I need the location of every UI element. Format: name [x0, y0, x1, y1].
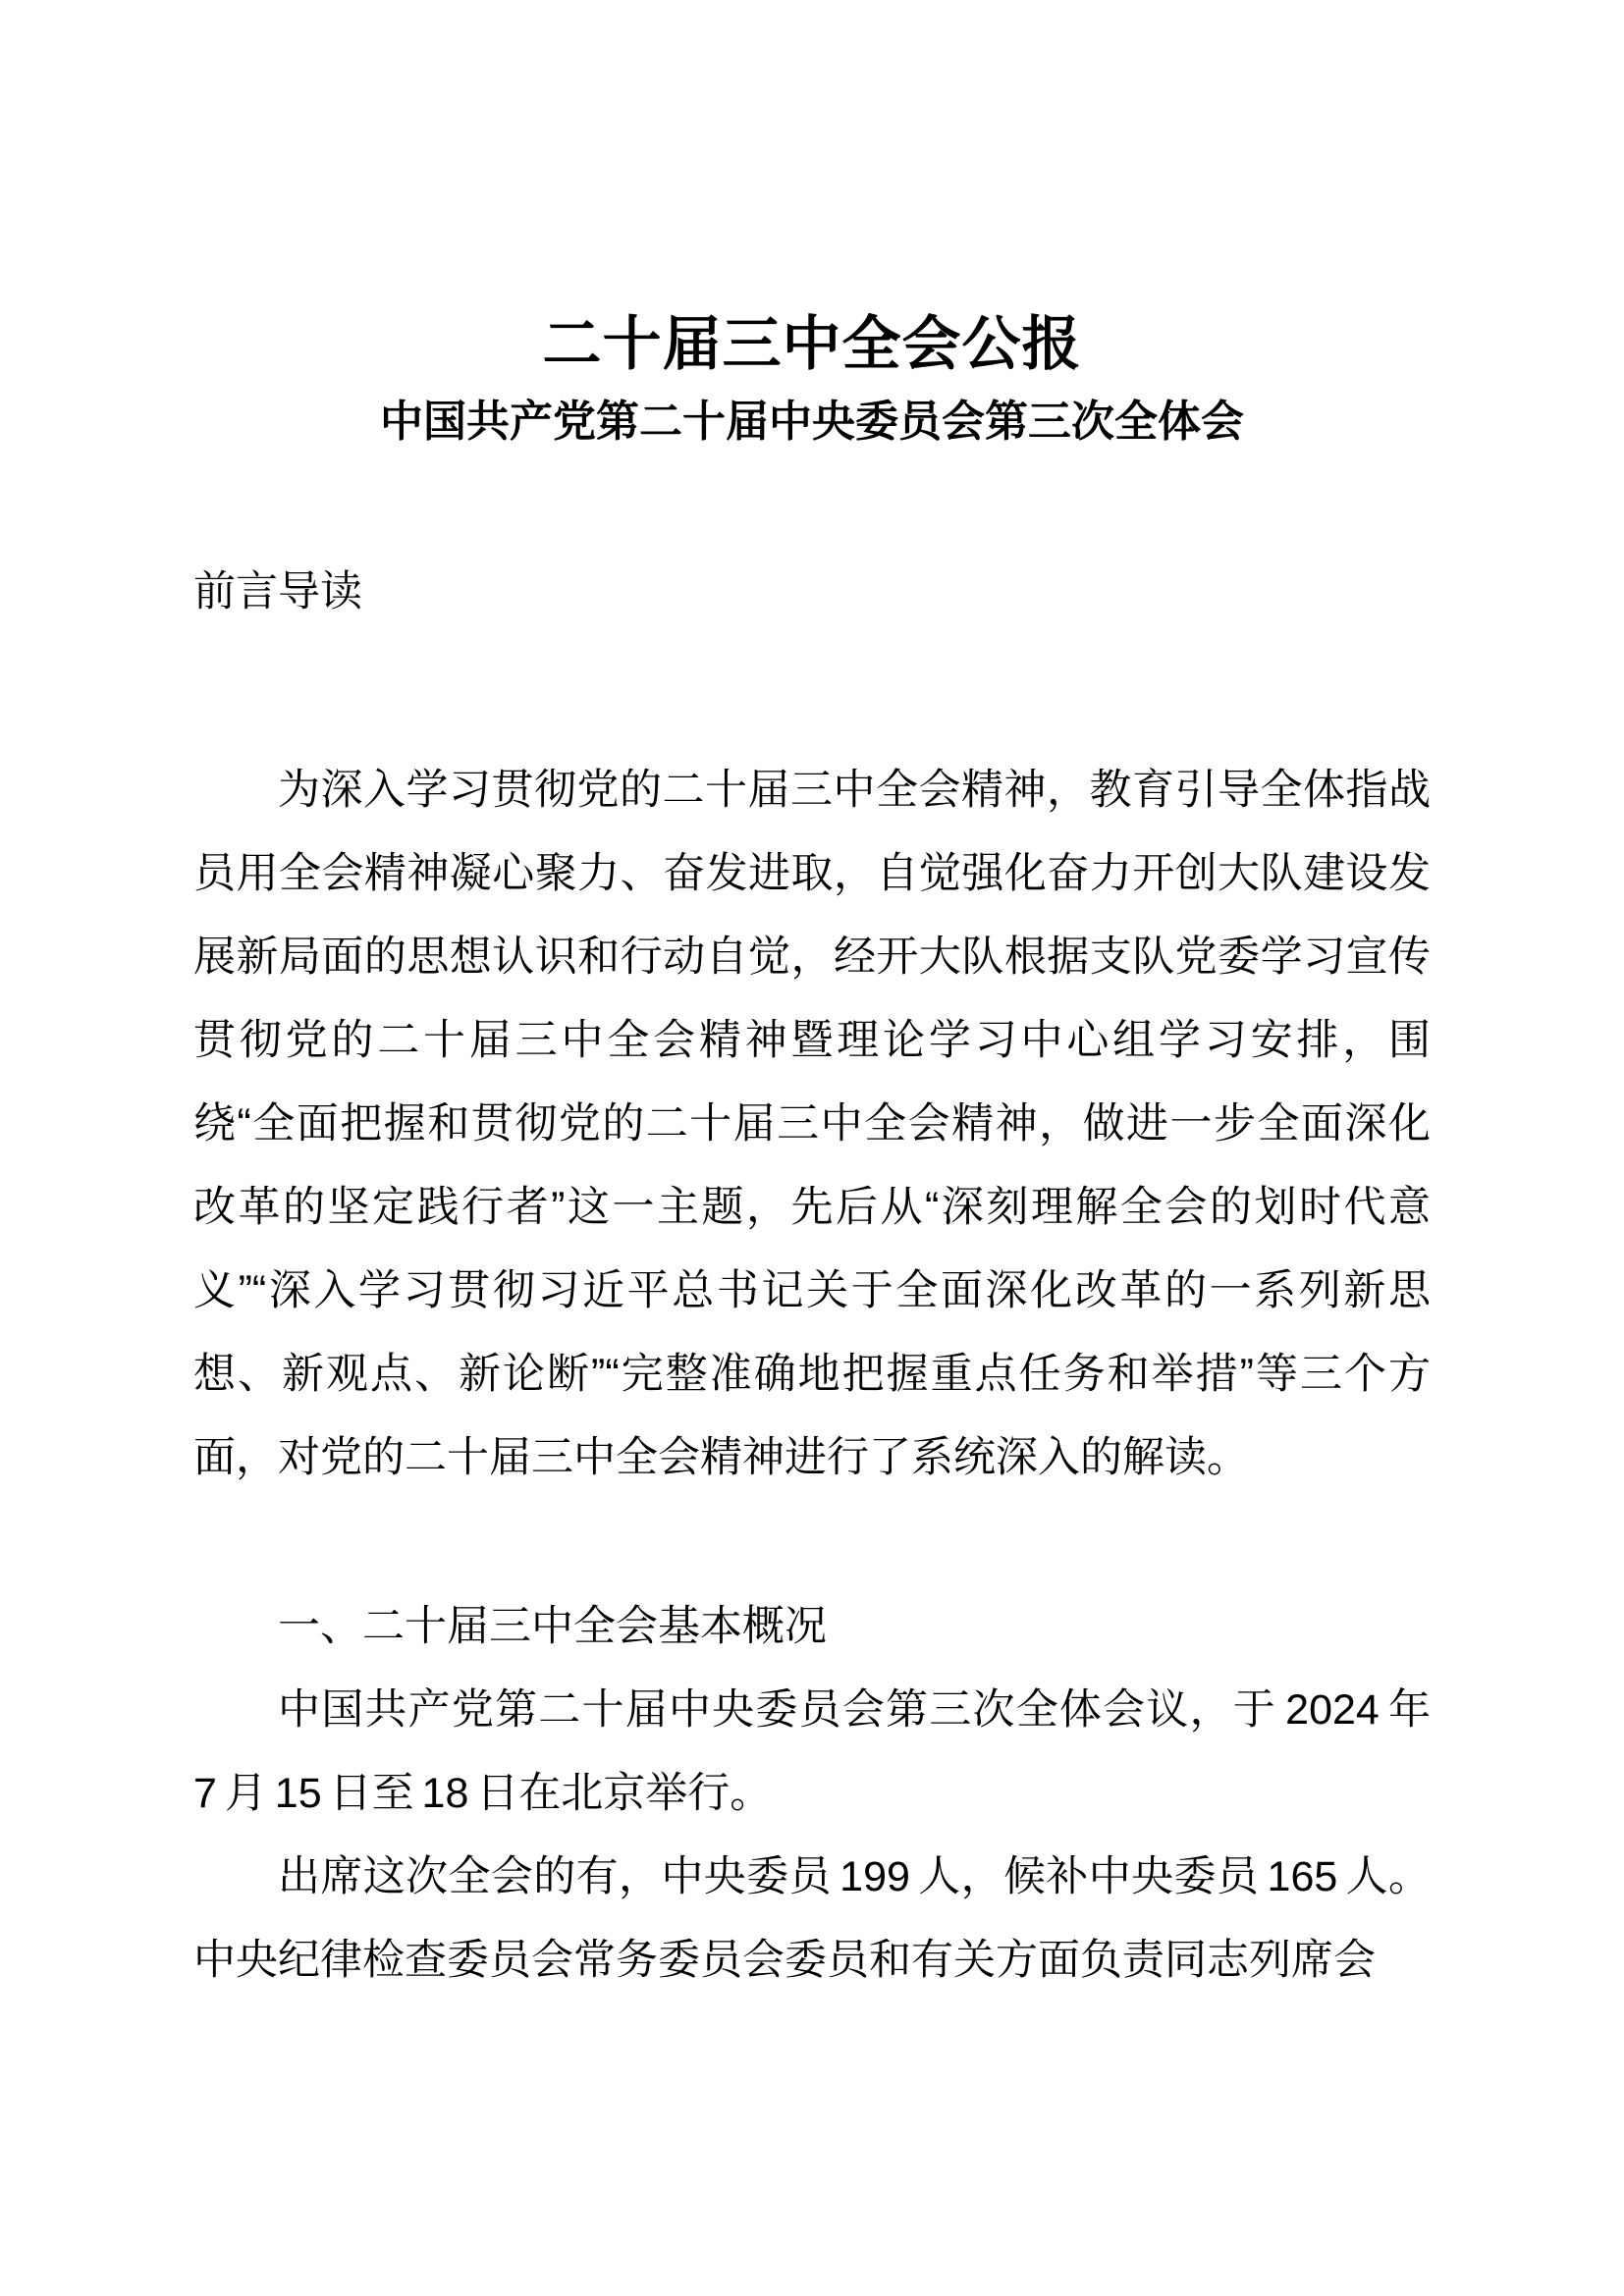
preface-paragraph: 为深入学习贯彻党的二十届三中全会精神，教育引导全体指战员用全会精神凝心聚力、奋发进取，自觉强化奋力开创大队建设发展新局面的思想认识和行动自觉，经开大队根据支队党委学习宣传贯彻党的二十届三中全会精神暨理论学习中心组学习安排，围绕“全面把握和贯彻党的二十届三中全会精神，做进一步全面深化改革的坚定践行者”这一主题，先后从“深刻理解全会的划时代意义”“深入学习贯彻习近平总书记关于全面深化改革的一系列新思想、新观点、新论断”“完整准确地把握重点任务和举措”等三个方面，对党的二十届三中全会精神进行了系统深入的解读。	[193, 767, 1431, 1481]
section1-heading: 一、二十届三中全会基本概况	[278, 1603, 827, 1650]
preface-label: 前言导读	[193, 568, 362, 615]
section1-paragraph-2: 出席这次全会的有，中央委员 199 人，候补中央委员 165 人。中央纪律检查委员会常务委员会委员和有关方面负责同志列席会	[193, 1853, 1431, 1984]
document-subtitle: 中国共产党第二十届中央委员会第三次全体会	[380, 398, 1244, 446]
section1-paragraph-1: 中国共产党第二十届中央委员会第三次全体会议，于 2024 年 7 月 15 日至 18 日在北京举行。	[193, 1686, 1431, 1817]
document-title: 二十届三中全会公报	[542, 311, 1082, 377]
